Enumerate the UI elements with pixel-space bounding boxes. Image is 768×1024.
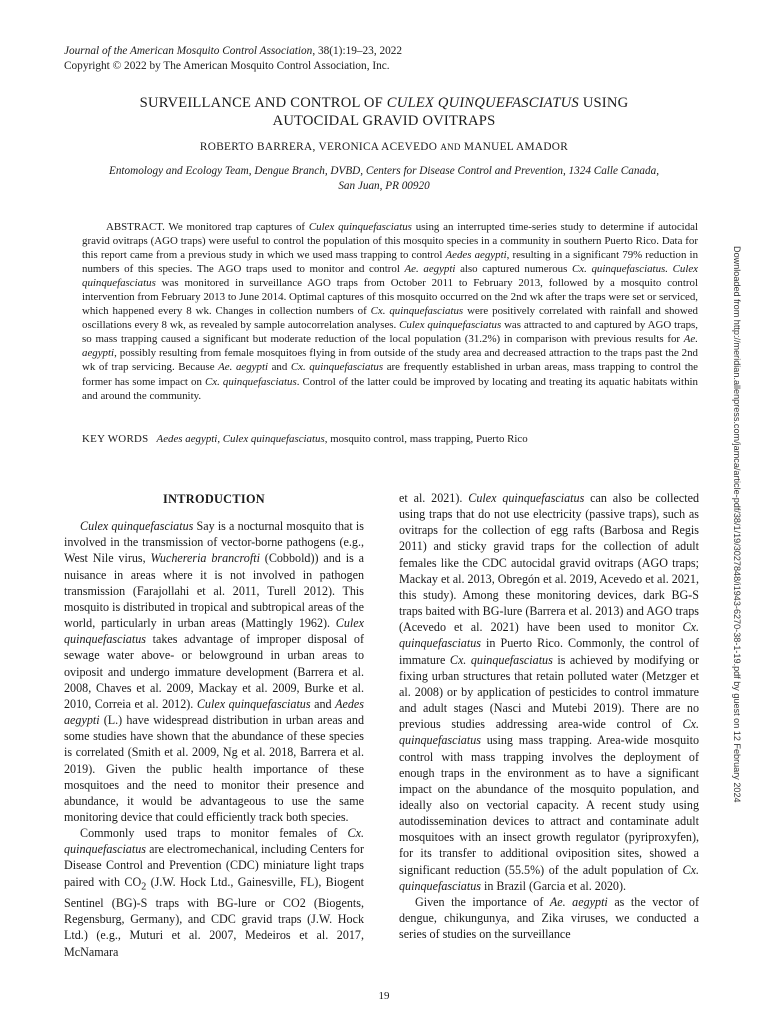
paragraph: Commonly used traps to monitor females of Cx. quinquefasciatus are electromechanical, including Centers for Disease Control and Prevention (CDC) miniature light traps paired with $CO_2$ (J.W. Hock Ltd., Gainesville, FL), Biogent Sentinel (BG)-S traps with BG-lure or CO2 (Biogents, Regensburg, Germany), and CDC gravid traps (J.W. Hock Ltd.) (e.g., Muturi et al. 2007, Medeiros et al. 2017, McNamara [64, 826, 364, 959]
title-species: CULEX QUINQUEFASCIATUS [386, 95, 579, 111]
author-name: MANUEL AMADOR [463, 141, 569, 153]
title-text: SURVEILLANCE AND CONTROL OF [139, 95, 387, 111]
affiliation-line: Entomology and Ecology Team, Dengue Branch, DVBD, Centers for Disease Control and Prevention, 1324 Calle Canada, [109, 165, 659, 177]
section-heading: INTRODUCTION [163, 492, 265, 506]
left-column [64, 490, 364, 960]
paragraph: Culex quinquefasciatus Say is a nocturnal mosquito that is involved in the transmission of vector-borne pathogens (e.g., West Nile virus, Wuchereria brancrofti (Cobbold)) and is a nuisance in areas where it is not involved in pathogen transmission (Farajollahi et al. 2011, Turell 2012). This mosquito is distributed in tropical and subtropical areas of the world, particularly in urban areas (Mattingly 1962). Culex quinquefasciatus takes advantage of improper disposal of sewage water above- or belowground in urban areas to oviposit and undergo immature development (Barrera et al. 2008, Chaves et al. 2009, Mackay et al. 2009, Burke et al. 2010, Correia et al. 2012). Culex quinquefasciatus and Aedes aegypti (L.) have widespread distribution in urban areas and some studies have shown that the abundance of these species is correlated (Smith et al. 2009, Ng et al. 2018, Barrera et al. 2019). Given the public health importance of these mosquitoes and the need to monitor their presence and abundance, it would be advantageous to use the same monitoring device that could efficiently track both species. [64, 519, 365, 824]
download-notice: Downloaded from http://meridian.allenpress.com/jamca/article-pdf/38/1/19/3027848/i1943-6270-38-1-19.pdf by guest on 12 February 2024 [732, 246, 742, 803]
copyright-line: Copyright © 2022 by The American Mosquito Control Association, Inc. [64, 60, 390, 72]
author-list [60, 141, 708, 153]
title-text: USING [578, 95, 629, 111]
abstract: ABSTRACT. We monitored trap captures of Culex quinquefasciatus using an interrupted time-series study to determine if autocidal gravid ovitraps (AGO traps) were useful to control the population of this mosquito species in a community in southern Puerto Rico. Data for this report came from a previous study in which we used mass trapping to control Aedes aegypti, resulting in a significant 79% reduction in numbers of this species. The AGO traps used to monitor and control Ae. aegypti also captured numerous Cx. quinquefasciatus. Culex quinquefasciatus was monitored in surveillance AGO traps from October 2011 to February 2013, followed by a mosquito control intervention from February 2013 to June 2014. Optimal captures of this mosquito occurred on the 2nd wk after the traps were set or serviced, which happened every 8 wk. Changes in collection numbers of Cx. quinquefasciatus were positively correlated with rainfall and showed oscillations every 8 wk, as revealed by sample autocorrelation analyses. Culex quinquefasciatus was attracted to and captured by AGO traps, so mass trapping caused a significant but moderate reduction of the local population (31.2%) in comparison with previous results for Ae. aegypti, possibly resulting from female mosquitoes flying in from outside of the study area and decreased attraction to the traps past the 2nd wk of trap servicing. Because Ae. aegypti and Cx. quinquefasciatus are frequently established in urban areas, mass trapping to control the former has some impact on Cx. quinquefasciatus. Control of the latter could be improved by locating and treating its aquatic habitats within and around the community. [82, 221, 699, 402]
affiliation-line: San Juan, PR 00920 [338, 180, 430, 192]
paragraph: Given the importance of Ae. aegypti as the vector of dengue, chikungunya, and Zika viruses, we conducted a series of studies on the surveillance [399, 894, 700, 942]
keywords-label: KEY WORDS [82, 433, 149, 445]
journal-name: Journal of the American Mosquito Control Association [64, 45, 313, 57]
journal-citation [64, 44, 402, 59]
keywords: KEY WORDS Aedes aegypti, Culex quinquefasciatus, mosquito control, mass trapping, Puerto Rico [82, 433, 528, 445]
page-number: 19 [378, 990, 390, 1002]
author-conjunction: AND [440, 142, 461, 152]
article-title [60, 94, 708, 130]
right-column [399, 490, 699, 942]
title-text: AUTOCIDAL GRAVID OVITRAPS [272, 113, 496, 129]
journal-volume: , 38(1):19–23, 2022 [312, 45, 403, 57]
author-names: ROBERTO BARRERA, VERONICA ACEVEDO [199, 141, 438, 153]
paragraph: et al. 2021). Culex quinquefasciatus can also be collected using traps that do not use electricity (passive traps), such as ovitraps for the collection of egg rafts (Barbosa and Regis 2011) and sticky gravid traps for the collection of adult females like the CDC autocidal gravid ovitraps (AGO traps; Mackay et al. 2013, Obregón et al. 2019, Acevedo et al. 2021, this study). Among these monitoring devices, dark BG-S traps baited with BG-lure (Barrera et al. 2013) and AGO traps (Acevedo et al. 2021) have been used to monitor Cx. quinquefasciatus in Puerto Rico. Commonly, the control of immature Cx. quinquefasciatus is achieved by modifying or fixing urban structures that retain polluted water (Metzger et al. 2008) or by application of pesticides to control immature and adult stages (Nasci and Mutebi 2019). There are no previous studies addressing area-wide control of Cx. quinquefasciatus using mass trapping. Area-wide mosquito control with mass trapping involves the deployment of enough traps in the environment as to have a significant impact on the abundance of the mosquito population, and ideally also on vectorial capacity. A recent study using autodissemination devices to attract and contaminate adult mosquitoes with an insect growth regulator (pyriproxyfen), for its transfer to additional oviposition sites, showed a significant reduction (55.5%) of the adult population of Cx. quinquefasciatus in Brazil (Garcia et al. 2020). [399, 491, 700, 893]
journal-header [64, 44, 402, 74]
affiliation [60, 164, 708, 194]
